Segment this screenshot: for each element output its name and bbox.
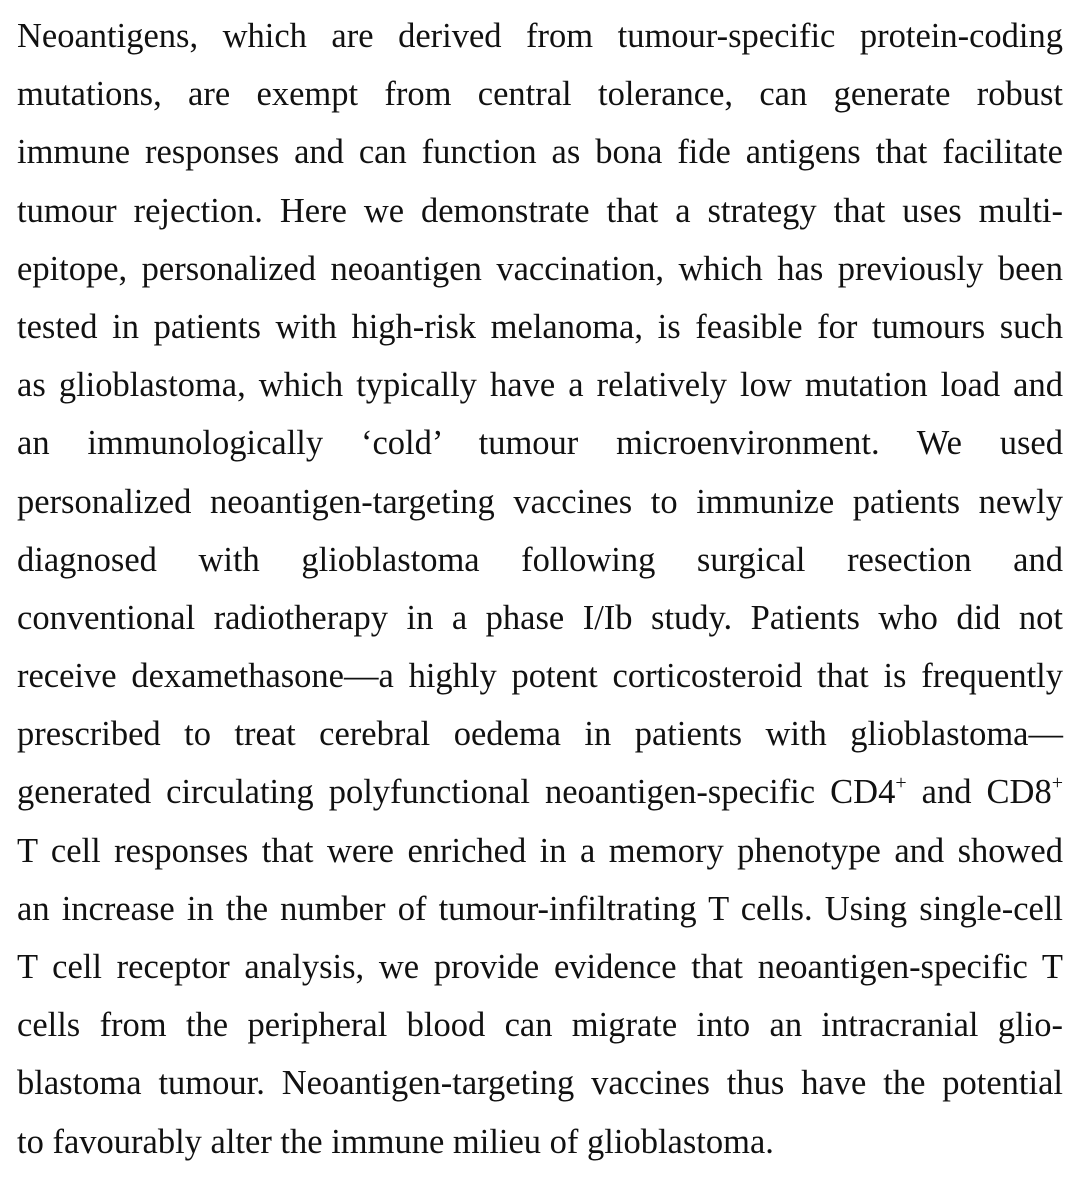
text-line: as glioblastoma, which typically have a relatively low mutation load and xyxy=(17,366,1063,405)
text-segment: and CD8 xyxy=(906,773,1052,812)
text-line xyxy=(17,770,1063,828)
text-line: tumour rejection. Here we demonstrate that a strategy that uses multi- xyxy=(17,191,1063,230)
text-line: diagnosed with glioblastoma following surgical resection and xyxy=(17,540,1063,579)
text-line: T cell responses that were enriched in a memory phenotype and showed xyxy=(17,831,1063,870)
text-segment: generated circulating polyfunctional neoantigen-specific CD4 xyxy=(17,773,896,812)
text-line: personalized neoantigen-targeting vaccines to immunize patients newly xyxy=(17,482,1063,521)
text-line: to favourably alter the immune milieu of glioblastoma. xyxy=(17,1122,774,1161)
text-line: tested in patients with high-risk melanoma, is feasible for tumours such xyxy=(17,307,1063,346)
text-line: prescribed to treat cerebral oedema in patients with glioblastoma— xyxy=(17,715,1063,754)
text-line: mutations, are exempt from central tolerance, can generate robust xyxy=(17,75,1063,114)
text-line: immune responses and can function as bona fide antigens that facilitate xyxy=(17,133,1063,172)
text-line: an increase in the number of tumour-infiltrating T cells. Using single-cell xyxy=(17,889,1063,928)
text-line: receive dexamethasone—a highly potent corticosteroid that is frequently xyxy=(17,657,1063,696)
text-line: Neoantigens, which are derived from tumour-specific protein-coding xyxy=(17,17,1063,55)
text-line: epitope, personalized neoantigen vaccination, which has previously been xyxy=(17,249,1063,288)
abstract-paragraph xyxy=(17,14,1063,1178)
superscript-plus: + xyxy=(895,772,907,795)
text-line: conventional radiotherapy in a phase I/Ib study. Patients who did not xyxy=(17,598,1063,637)
text-line: T cell receptor analysis, we provide evidence that neoantigen-specific T xyxy=(17,948,1063,986)
text-line: an immunologically ‘cold’ tumour microenvironment. We used xyxy=(17,424,1063,463)
text-line: cells from the peripheral blood can migrate into an intracranial glio- xyxy=(17,1006,1063,1045)
text-line: blastoma tumour. Neoantigen-targeting vaccines thus have the potential xyxy=(17,1064,1063,1103)
superscript-plus: + xyxy=(1051,772,1063,795)
